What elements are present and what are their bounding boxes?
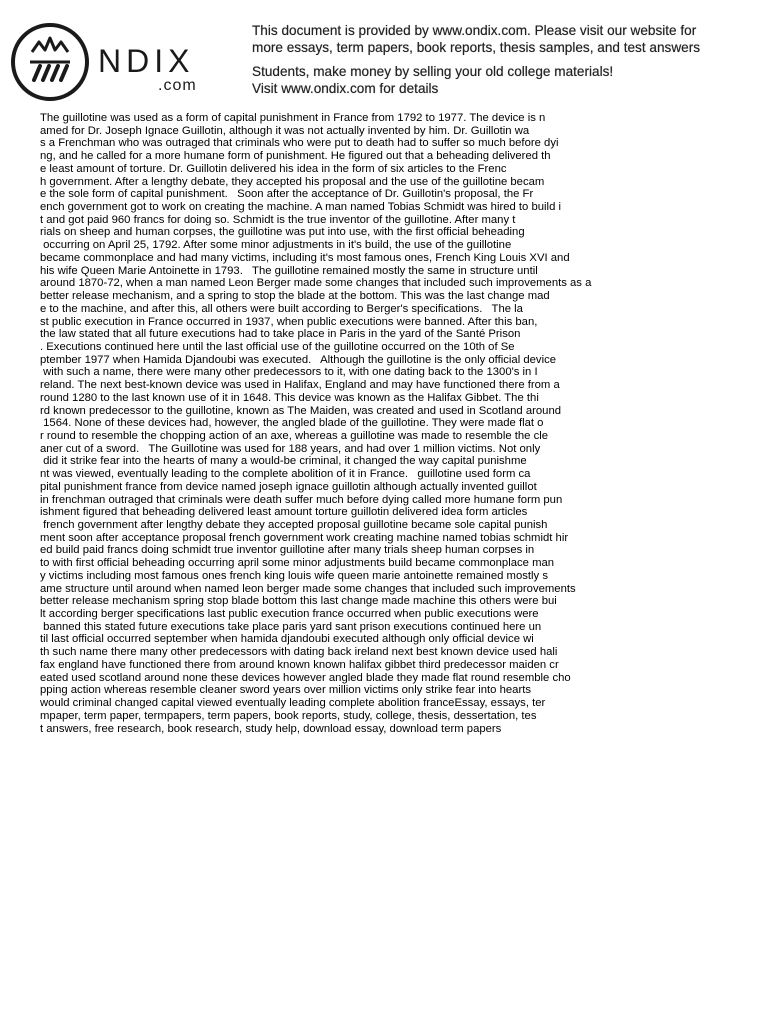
body-line: ishment figured that beheading delivered least amount torture guillotin delivered idea form articles [40, 506, 528, 519]
crown-ondix-icon [10, 22, 90, 102]
body-line: fax england have functioned there from around known known halifax gibbet third predecessor maiden cr [40, 658, 559, 671]
header-line-4: Visit www.ondix.com for details [252, 80, 439, 96]
body-line: ng, and he called for a more humane form of punishment. He figured out that a beheading delivered th [40, 150, 551, 163]
body-line: round 1280 to the last known use of it in 1648. This device was known as the Halifax Gibbet. The thi [40, 391, 539, 404]
body-line: banned this stated future executions take place paris yard sant prison executions continued here un [40, 620, 542, 633]
body-line: pping action whereas resemble cleaner sword years over million victims only strike fear into hearts [40, 684, 531, 697]
body-line: rials on sheep and human corpses, the guillotine was put into use, with the first official beheading [40, 226, 525, 239]
body-line: ptember 1977 when Hamida Djandoubi was executed. Although the guillotine is the only official device [40, 353, 557, 366]
page-header [0, 0, 770, 105]
body-line: ench government got to work on creating the machine. A man named Tobias Schmidt was hired to build i [40, 201, 561, 214]
body-line: y victims including most famous ones french king louis wife queen marie antoinette remained mostly s [40, 569, 548, 582]
body-line: reland. The next best-known device was used in Halifax, England and may have functioned there from a [40, 379, 560, 392]
body-line: ed build paid francs doing schmidt true inventor guillotine after many trials sheep human corpses in [40, 544, 535, 557]
body-line: around 1870-72, when a man named Leon Berger made some changes that included such improvements as a [40, 277, 592, 290]
body-line: better release mechanism spring stop blade bottom this last change made machine this others were bui [40, 595, 557, 608]
body-line: became commonplace and had many victims, including it's most famous ones, French King Louis XVI and [40, 251, 570, 264]
body-line: rd known predecessor to the guillotine, known as The Maiden, was created and used in Scotland around [40, 404, 562, 417]
body-line: french government after lengthy debate they accepted proposal guillotine became sole capital punish [40, 519, 548, 531]
body-line: nt was viewed, eventually leading to the complete abolition of it in France. guillotine used form ca [40, 468, 531, 481]
body-line: amed for Dr. Joseph Ignace Guillotin, although it was not actually invented by him. Dr. Guillotin wa [40, 124, 530, 137]
body-line: would criminal changed capital viewed eventually leading complete abolition franceEssay, essays, ter [40, 697, 546, 710]
header-line-1: This document is provided by www.ondix.com. Please visit our website for [252, 23, 697, 38]
body-line: The guillotine was used as a form of capital punishment in France from 1792 to 1977. The device is n [40, 112, 546, 124]
body-line: t answers, free research, book research, study help, download essay, download term papers [40, 722, 502, 735]
body-line: st public execution in France occurred in 1937, when public executions were banned. After this ban, [40, 315, 538, 328]
header-notice [252, 23, 767, 97]
body-line: e to the machine, and after this, all others were built according to Berger's specifications. The la [40, 302, 523, 315]
body-line: aner cut of a sword. The Guillotine was used for 188 years, and had over 1 million victims. Not only [40, 442, 541, 455]
body-line: til last official occurred september when hamida djandoubi executed although only official device wi [40, 633, 534, 646]
body-line: e the sole form of capital punishment. Soon after the acceptance of Dr. Guillotin's proposal, the Fr [40, 188, 534, 201]
header-line-2: more essays, term papers, book reports, thesis samples, and test answers [252, 39, 701, 55]
ondix-logo[interactable] [10, 22, 225, 102]
body-line: ment soon after acceptance proposal french government work creating machine named tobias schmidt hir [40, 531, 569, 544]
body-line: th such name there many other predecessors with dating back ireland next best known device used hali [40, 646, 558, 659]
body-line: the law stated that all future executions had to take place in Paris in the yard of the Santé Prison [40, 328, 521, 341]
body-line: h government. After a lengthy debate, they accepted his proposal and the use of the guillotine becam [40, 175, 545, 188]
body-line: t and got paid 960 francs for doing so. Schmidt is the true inventor of the guillotine. After many t [40, 213, 516, 226]
body-line: ame structure until around when named leon berger made some changes that included such improvements [40, 582, 576, 595]
body-line: his wife Queen Marie Antoinette in 1793. The guillotine remained mostly the same in structure until [40, 264, 538, 277]
header-line-3: Students, make money by selling your old college materials! [252, 64, 614, 79]
body-line: s a Frenchman who was outraged that criminals who were put to death had to suffer so much before dyi [40, 137, 559, 150]
body-line: e least amount of torture. Dr. Guillotin delivered his idea in the form of six articles to the Frenc [40, 162, 507, 175]
body-line: to with first official beheading occurring april some minor adjustments build became commonplace man [40, 557, 555, 570]
logo-suffix: .com [158, 77, 197, 94]
body-line: better release mechanism, and a spring to stop the blade at the bottom. This was the last change mad [40, 290, 550, 303]
body-line: r round to resemble the chopping action of an axe, whereas a guillotine was made to resemble the cle [40, 429, 549, 442]
essay-body [40, 112, 765, 735]
body-line: with such a name, there were many other predecessors to it, with one dating back to the 1300's in I [40, 366, 538, 379]
body-line: did it strike fear into the hearts of many a would-be criminal, it changed the way capital punishme [40, 455, 527, 468]
logo-wordmark: NDIX [98, 43, 195, 79]
body-line: occurring on April 25, 1792. After some minor adjustments in it's build, the use of the guillotine [40, 239, 512, 252]
body-line: in frenchman outraged that criminals were death suffer much before dying called more humane form pun [40, 493, 563, 506]
body-line: lt according berger specifications last public execution france occurred when public executions were [40, 608, 539, 621]
body-line: 1564. None of these devices had, however, the angled blade of the guillotine. They were made flat o [40, 417, 544, 430]
body-line: . Executions continued here until the last official use of the guillotine occurred on the 10th of Se [40, 340, 515, 353]
body-line: mpaper, term paper, termpapers, term papers, book reports, study, college, thesis, dessertation, tes [40, 709, 537, 722]
body-line: pital punishment france from device named joseph ignace guillotin although actually invented guillot [40, 480, 537, 493]
body-line: eated used scotland around none these devices however angled blade they made flat round resemble cho [40, 671, 571, 684]
